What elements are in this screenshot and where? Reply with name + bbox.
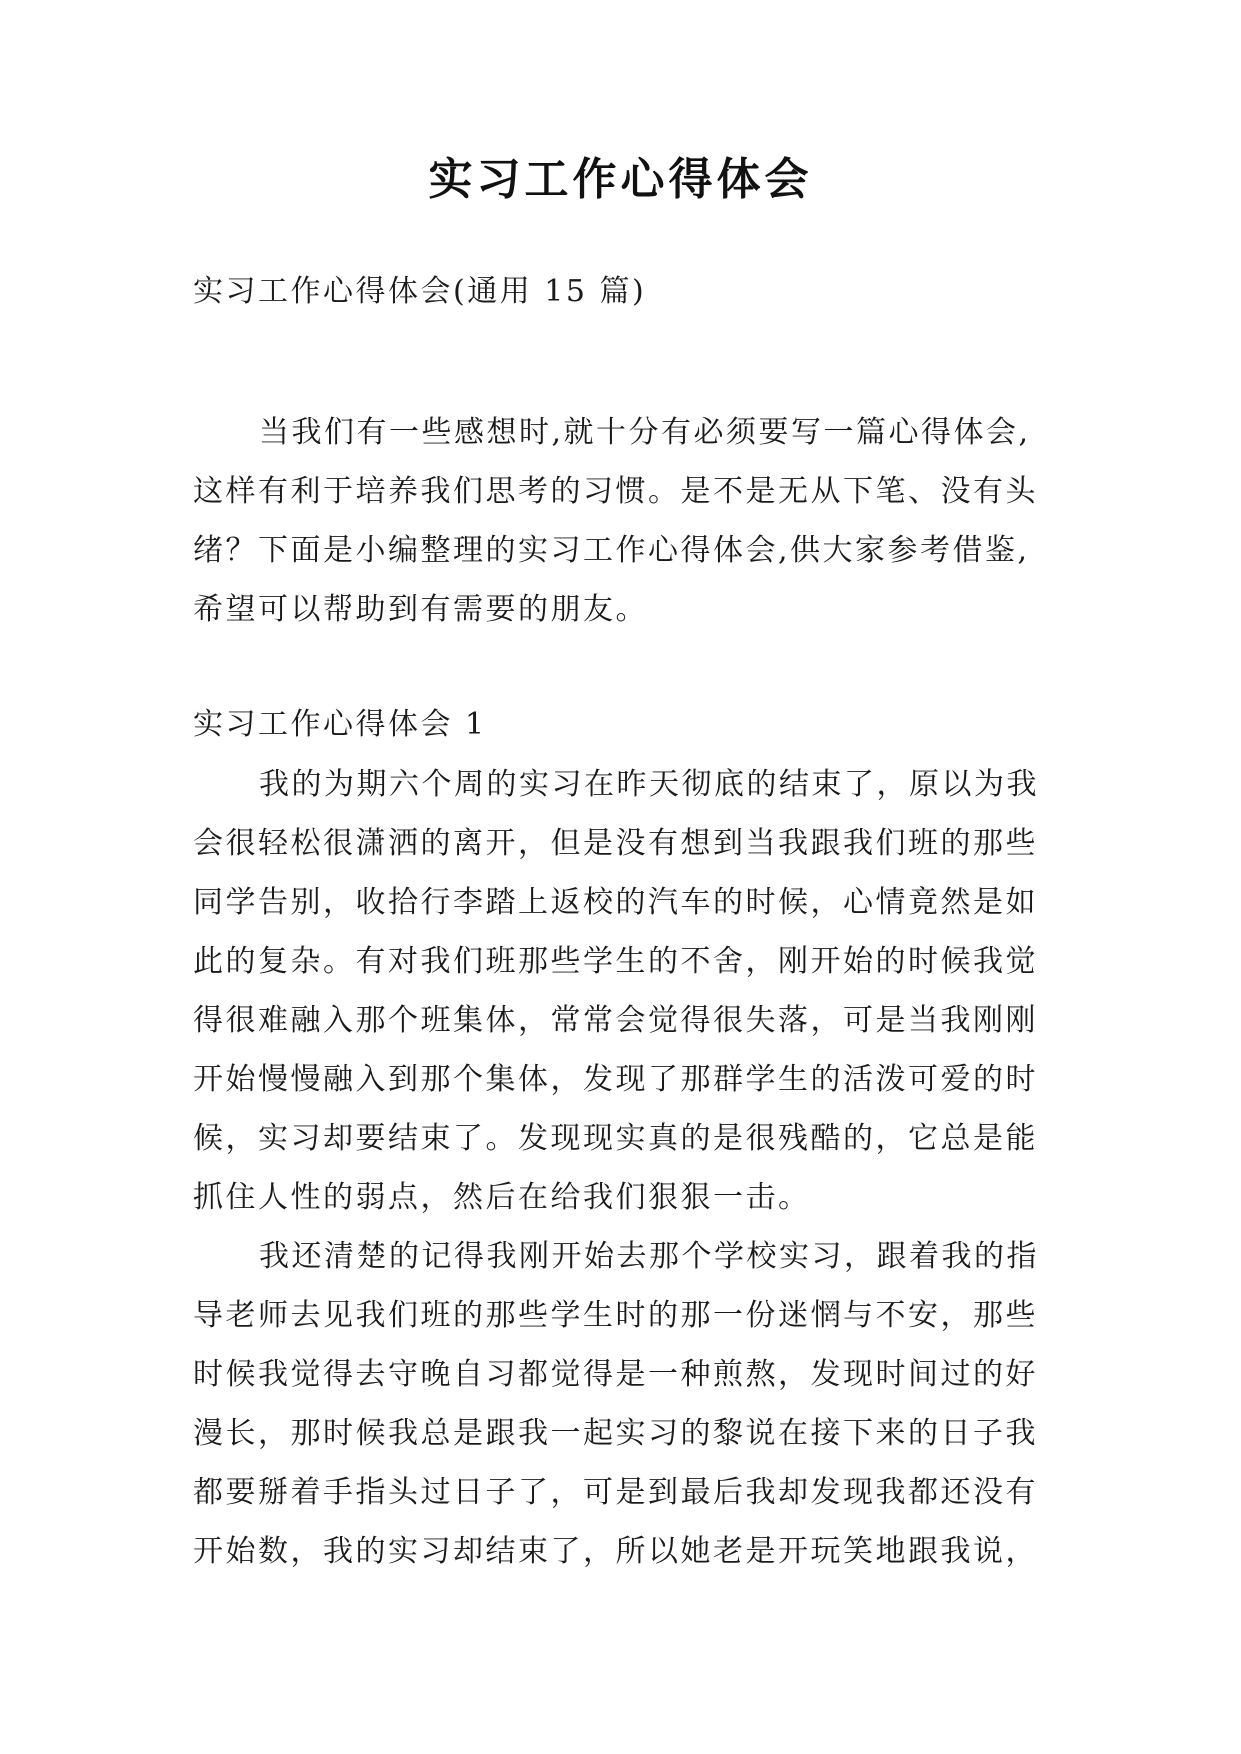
document-title: 实习工作心得体会 [428, 154, 813, 205]
body-paragraph: 我的为期六个周的实习在昨天彻底的结束了，原以为我会很轻松很潇洒的离开，但是没有想到当我跟我们班的那些同学告别，收拾行李踏上返校的汽车的时候，心情竟然是如此的复杂。有对我们班那些学生的不舍，刚开始的时候我觉得很难融入那个班集体，常常会觉得很失落，可是当我刚刚开始慢慢融入到那个集体，发现了那群学生的活泼可爱的时候，实习却要结束了。发现现实真的是很残酷的，它总是能抓住人性的弱点，然后在给我们狠狠一击。 [193, 767, 1039, 1215]
document-subtitle: 实习工作心得体会(通用 15 篇) [193, 274, 647, 309]
section-heading: 实习工作心得体会 1 [193, 707, 487, 742]
body-paragraph: 我还清楚的记得我刚开始去那个学校实习，跟着我的指导老师去见我们班的那些学生时的那一份迷惘与不安，那些时候我觉得去守晚自习都觉得是一种煎熬，发现时间过的好漫长，那时候我总是跟我一起实习的黎说在接下来的日子我都要掰着手指头过日子了，可是到最后我却发现我都还没有开始数，我的实习却结束了，所以她老是开玩笑地跟我说， [193, 1239, 1039, 1569]
intro-paragraph: 当我们有一些感想时,就十分有必须要写一篇心得体会,这样有利于培养我们思考的习惯。是不是无从下笔、没有头绪？下面是小编整理的实习工作心得体会,供大家参考借鉴,希望可以帮助到有需要的朋友。 [193, 415, 1038, 627]
